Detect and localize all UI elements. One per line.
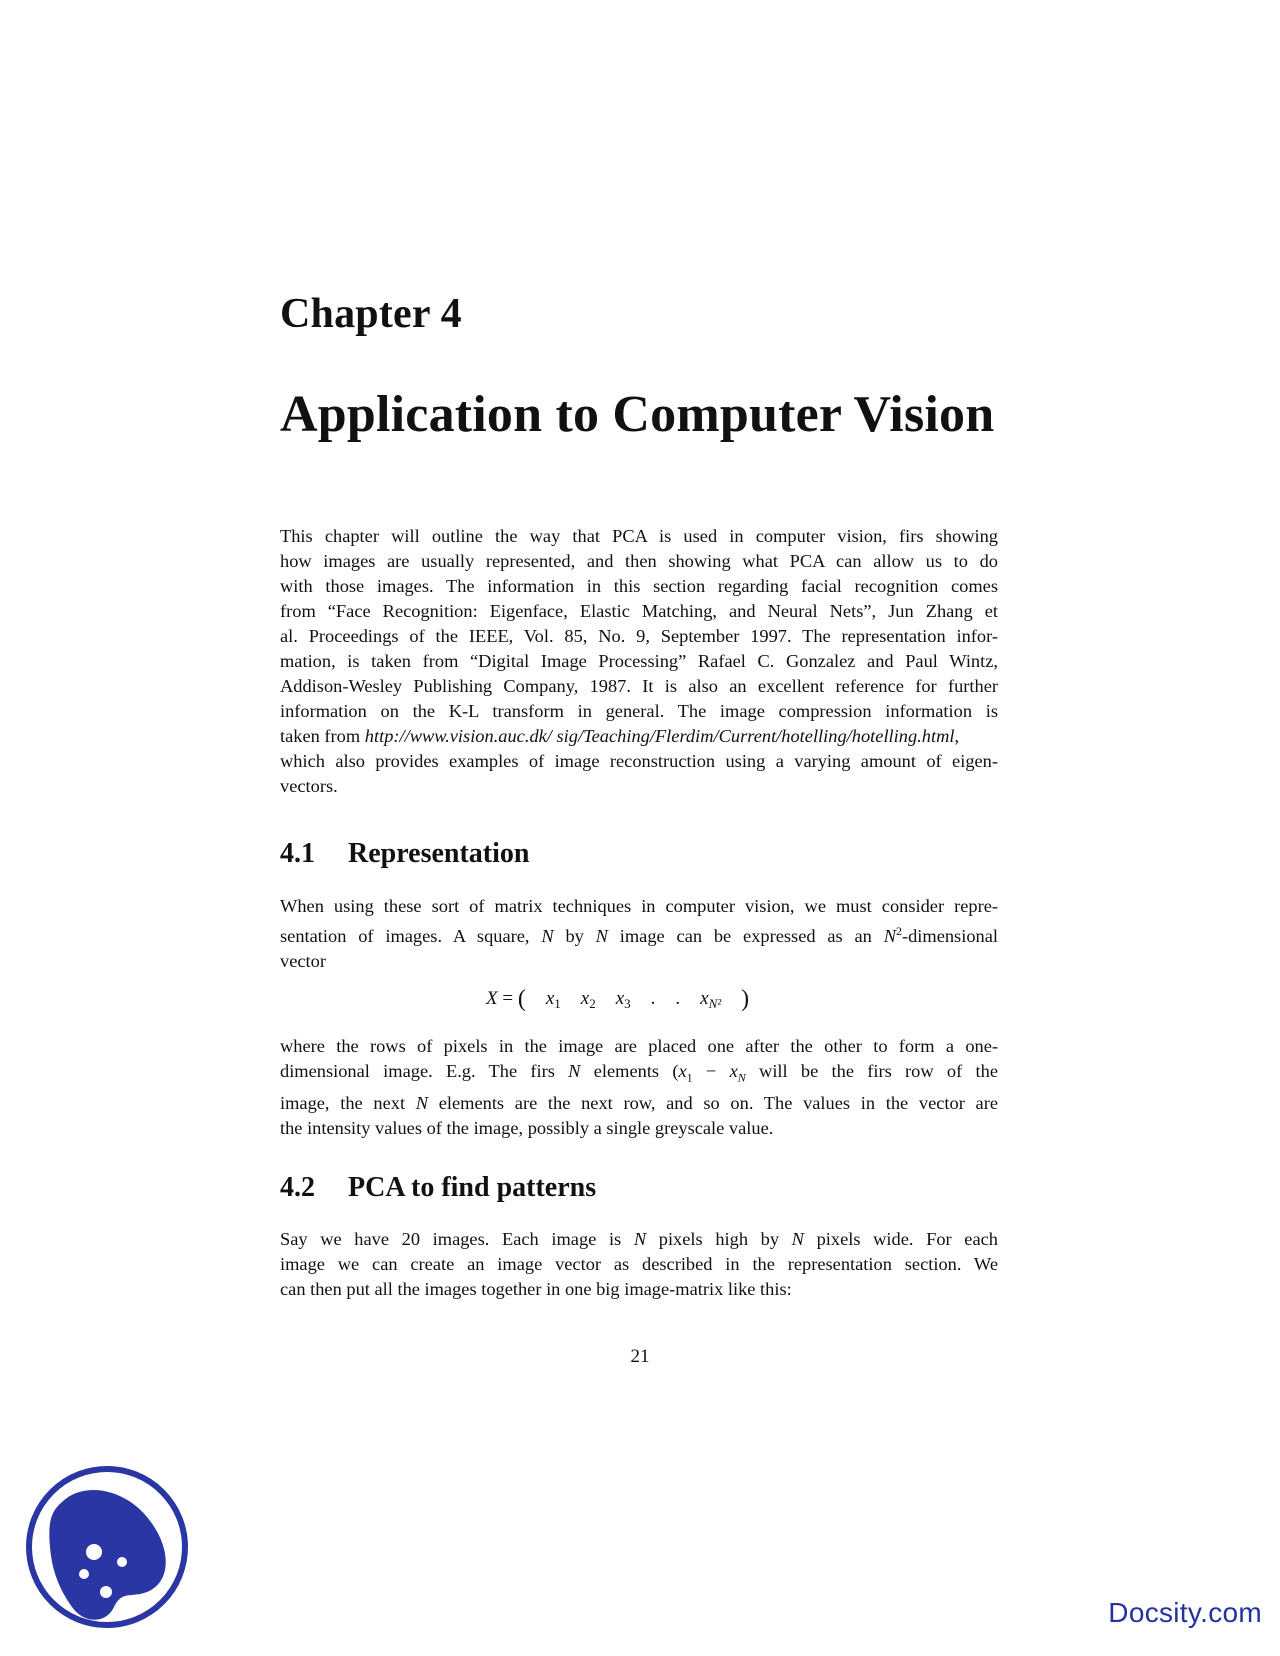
math-var: N: [415, 1092, 429, 1113]
where-paragraph: [280, 1034, 998, 1141]
text-line: image we can create an image vector as described in the representation section. We: [280, 1254, 998, 1274]
text-run: dimensional image. E.g. The firs: [280, 1061, 569, 1081]
intro-paragraph: [280, 524, 998, 799]
url-line: [280, 724, 998, 749]
math-var: N: [595, 926, 608, 947]
eq-subscript: 3: [624, 996, 631, 1011]
math-var: N: [541, 926, 554, 947]
eq-close-paren: ): [741, 986, 750, 1012]
section-title: PCA to find patterns: [348, 1172, 597, 1203]
eq-lhs: X: [486, 988, 498, 1009]
text-run: Say we have 20 images. Each image is: [280, 1229, 634, 1249]
eq-term: x: [545, 988, 555, 1009]
text-line: mation, is taken from “Digital Image Processing” Rafael C. Gonzalez and Paul Wintz,: [280, 651, 998, 671]
math-var: x: [678, 1061, 687, 1081]
eq-term: x: [615, 988, 625, 1009]
text-run: image, the next: [280, 1092, 416, 1113]
math-var: N: [633, 1229, 647, 1249]
math-subscript: 1: [686, 1070, 693, 1085]
section-heading-pca-patterns: [280, 1172, 596, 1204]
text-line: where the rows of pixels in the image are placed one after the other to form a one-: [280, 1036, 998, 1056]
text-run: pixels wide. For each: [803, 1229, 998, 1249]
text-line: [280, 1091, 998, 1116]
text-line: from “Face Recognition: Eigenface, Elastic Matching, and Neural Nets”, Jun Zhang et: [280, 601, 998, 621]
math-subscript: N: [737, 1070, 746, 1085]
text-run: by: [553, 926, 596, 947]
text-line: Addison-Wesley Publishing Company, 1987. It is also an excellent reference for further: [280, 676, 998, 696]
chapter-label: Chapter 4: [280, 291, 462, 337]
url-prefix: taken from: [280, 726, 365, 746]
text-line: vectors.: [280, 776, 338, 796]
text-run: -dimensional: [901, 926, 998, 947]
representation-paragraph: [280, 894, 998, 974]
text-run: −: [692, 1061, 730, 1081]
reference-url-link[interactable]: http://www.vision.auc.dk/ sig/Teaching/Flerdim/Current/hotelling/hotelling.html: [364, 726, 955, 746]
math-var: N: [883, 926, 896, 947]
text-run: sentation of images. A square,: [280, 926, 542, 947]
eq-dot: .: [650, 988, 656, 1009]
text-run: image can be expressed as an: [607, 926, 884, 947]
text-line: with those images. The information in this section regarding facial recognition comes: [280, 576, 998, 596]
text-run: elements (: [580, 1061, 679, 1081]
page-number: 21: [630, 1346, 650, 1367]
eq-subscript: 2: [589, 996, 596, 1011]
pca-paragraph: [280, 1227, 998, 1302]
text-line: When using these sort of matrix techniques in computer vision, we must consider repre-: [280, 896, 998, 916]
text-line: which also provides examples of image reconstruction using a varying amount of eigen-: [280, 751, 998, 771]
text-run: will be the firs row of the: [745, 1061, 998, 1081]
url-suffix: ,: [954, 726, 960, 746]
math-var: N: [791, 1229, 804, 1249]
eq-term: x: [700, 988, 709, 1009]
text-line: al. Proceedings of the IEEE, Vol. 85, No. 9, September 1997. The representation infor-: [280, 626, 998, 646]
text-line: how images are usually represented, and then showing what PCA can allow us to do: [280, 551, 998, 571]
text-run: pixels high by: [646, 1229, 792, 1249]
eq-subscript: 1: [554, 996, 561, 1011]
section-title: Representation: [348, 838, 530, 869]
chapter-title: Application to Computer Vision: [280, 386, 995, 443]
text-line: [280, 1059, 998, 1091]
eq-equals: =: [497, 988, 518, 1009]
math-var: N: [568, 1061, 581, 1081]
section-number: 4.2: [280, 1172, 315, 1203]
text-line: information on the K-L transform in general. The image compression information is: [280, 701, 998, 721]
text-line: the intensity values of the image, possibly a single greyscale value.: [280, 1117, 774, 1138]
text-line: vector: [280, 951, 326, 972]
eq-dot: .: [675, 988, 681, 1009]
text-line: [280, 1227, 998, 1252]
text-run: elements are the next row, and so on. The values in the vector are: [428, 1092, 998, 1113]
eq-subscript: N²: [708, 996, 722, 1011]
text-line: [280, 919, 998, 949]
vector-equation: [486, 986, 749, 1013]
eq-open-paren: (: [517, 986, 526, 1012]
text-line: can then put all the images together in one big image-matrix like this:: [280, 1279, 792, 1299]
math-var: x: [729, 1061, 738, 1081]
section-number: 4.1: [280, 838, 315, 869]
docsity-brand-link[interactable]: Docsity.com: [1108, 1597, 1262, 1628]
eq-term: x: [580, 988, 590, 1009]
text-line: This chapter will outline the way that PCA is used in computer vision, firs showing: [280, 526, 998, 546]
section-heading-representation: [280, 838, 529, 870]
docsity-logo-icon[interactable]: [22, 1462, 192, 1632]
math-superscript: 2: [895, 924, 902, 938]
